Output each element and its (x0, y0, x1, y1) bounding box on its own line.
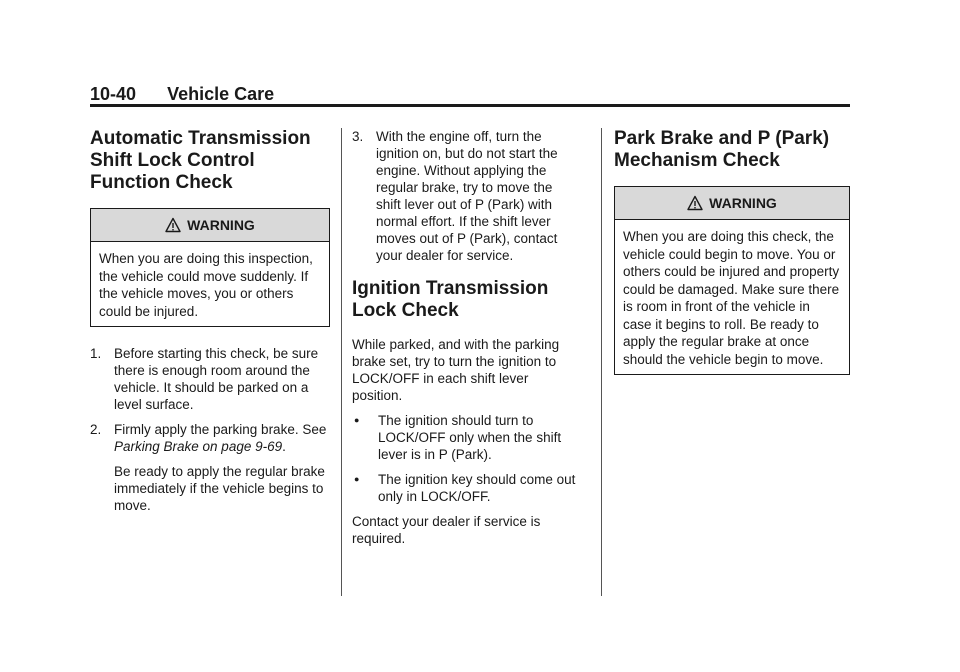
warning-header (615, 187, 849, 220)
page-header (90, 84, 850, 105)
parking-brake-reference: Parking Brake on page 9-69 (114, 439, 283, 454)
warning-label: WARNING (187, 217, 255, 233)
header-rule (90, 104, 850, 107)
park-brake-heading: Park Brake and P (Park) Mechanism Check (614, 128, 830, 171)
ignition-outro: Contact your dealer if service is required. (352, 514, 541, 546)
warning-triangle-icon (165, 217, 181, 233)
list-item: ● The ignition should turn to LOCK/OFF only when the shift lever is in P (Park). (354, 413, 562, 462)
section-title: Vehicle Care (167, 84, 275, 104)
warning-triangle-icon (687, 195, 703, 211)
warning-box (90, 208, 330, 327)
step-2-note: Be ready to apply the regular brake immediately if the vehicle begins to move. (114, 464, 325, 513)
warning-box (614, 186, 850, 375)
ignition-lock-heading: Ignition Transmission Lock Check (352, 278, 549, 321)
page-number: 10-40 (90, 84, 137, 104)
column-1 (90, 128, 330, 522)
step-3: 3. With the engine off, turn the ignition on, but do not start the engine. Without applying the regular brake, try to move the shift lever out of P (Park) with normal effort. If the shift lever moves out of P (Park), contact your dealer for service. (352, 129, 558, 263)
bullet-icon: ● (354, 415, 360, 425)
step-1: 1. Before starting this check, be sure there is enough room around the vehicle. It should be parked on a level surface. (90, 346, 319, 412)
warning-label: WARNING (709, 195, 777, 211)
warning-text: When you are doing this check, the vehicle could begin to move. You or others could be injured and property could be damaged. Make sure there is room in front of the vehicle in case it begins to roll. Be ready to apply the regular brake at once should the vehicle begin to move. (623, 229, 840, 367)
column-divider (601, 128, 602, 596)
step-2: 2. Firmly apply the parking brake. See Parking Brake on page 9-69. Be ready to apply the regular brake immediately if the vehicle begins to move. (90, 421, 330, 514)
warning-header (91, 209, 329, 242)
bullet-icon: ● (354, 474, 360, 484)
column-3 (614, 128, 850, 393)
shift-lock-heading: Automatic Transmission Shift Lock Control Function Check (90, 128, 311, 193)
warning-text: When you are doing this inspection, the vehicle could move suddenly. If the vehicle moves, you or others could be injured. (99, 251, 313, 319)
column-2 (352, 128, 580, 555)
ignition-intro: While parked, and with the parking brake set, try to turn the ignition to LOCK/OFF in each shift lever position. (352, 337, 560, 403)
column-divider (341, 128, 342, 596)
list-item: ● The ignition key should come out only in LOCK/OFF. (354, 472, 576, 504)
